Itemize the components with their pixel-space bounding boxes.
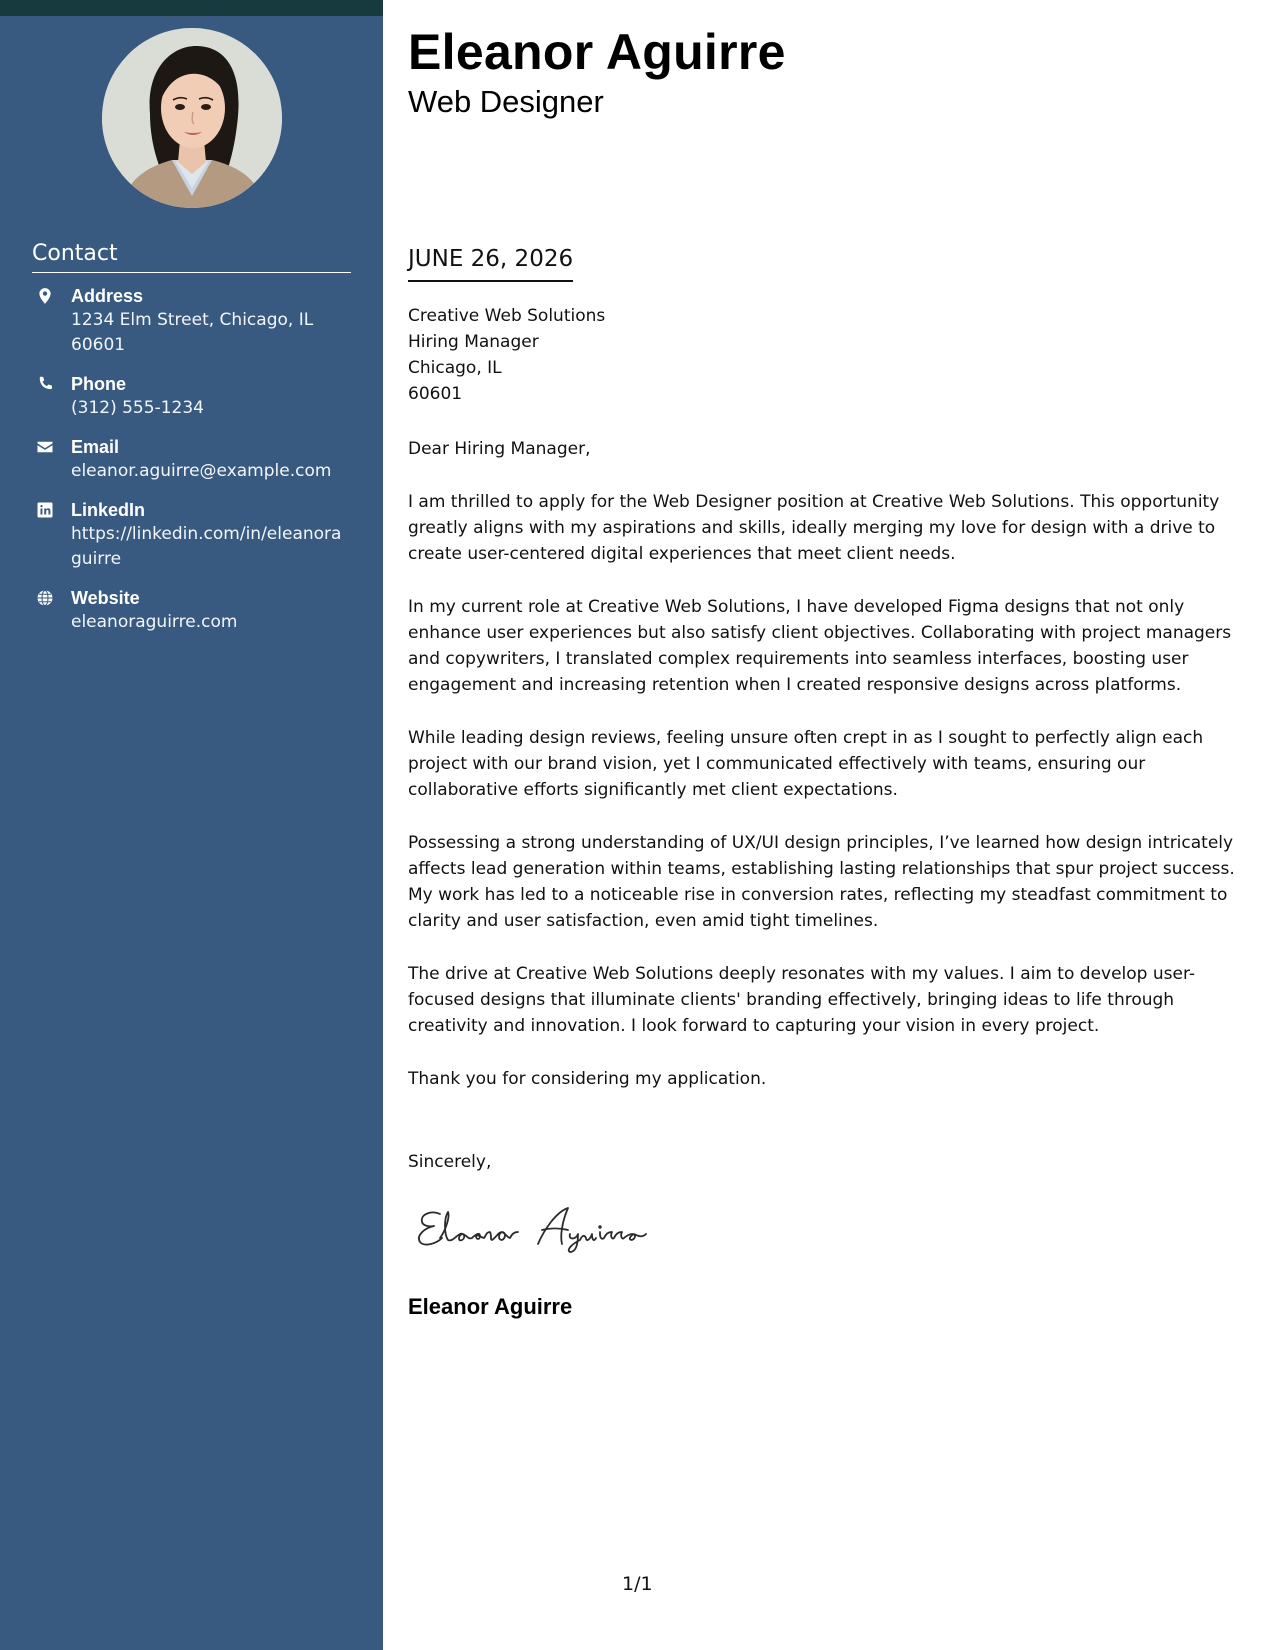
linkedin-value[interactable]: https://linkedin.com/in/eleanoraguirre — [71, 524, 342, 569]
phone-value: (312) 555-1234 — [71, 398, 204, 418]
body-paragraph: While leading design reviews, feeling unsure often crept in as I sought to perfectly align each project with our brand vision, yet I communicated effectively with teams, ensuring our collaborative efforts significantly met client expectations. — [408, 728, 1204, 800]
map-pin-icon — [36, 287, 54, 305]
body-paragraph: In my current role at Creative Web Solutions, I have developed Figma designs that not only enhance user experiences but also satisfy client objectives. Collaborating with project managers and copywriters, I translated complex requirements into seamless interfaces, boosting user engagement and increasing retention when I created responsive designs across platforms. — [408, 597, 1232, 695]
contact-item-linkedin — [32, 498, 352, 572]
email-value[interactable]: eleanor.aguirre@example.com — [71, 461, 332, 481]
address-value: 1234 Elm Street, Chicago, IL 60601 — [71, 310, 314, 355]
contact-item-website — [32, 586, 352, 635]
letter-body — [408, 489, 1253, 1119]
body-paragraph: Thank you for considering my application. — [408, 1069, 767, 1089]
body-paragraph: I am thrilled to apply for the Web Designer position at Creative Web Solutions. This opportunity greatly aligns with my aspirations and skills, ideally merging my love for design with a drive to create user-centered digital experiences that meet client needs. — [408, 492, 1220, 564]
greeting: Dear Hiring Manager, — [408, 439, 591, 459]
contact-item-phone — [32, 372, 352, 421]
contact-section-heading: Contact — [32, 240, 351, 273]
closing: Sincerely, — [408, 1152, 492, 1172]
job-title: Web Designer — [408, 84, 604, 119]
contact-label: Website — [71, 588, 140, 608]
handwritten-signature — [410, 1200, 680, 1256]
letter-date: JUNE 26, 2026 — [408, 244, 573, 282]
recipient-company: Creative Web Solutions — [408, 306, 606, 326]
signature-scribble — [410, 1200, 680, 1256]
recipient-block — [408, 303, 1253, 407]
letter-main — [408, 0, 1253, 1650]
avatar — [102, 28, 282, 208]
applicant-name-heading: Eleanor Aguirre — [408, 24, 786, 80]
contact-label: Phone — [71, 374, 127, 394]
avatar-portrait-illustration — [102, 28, 282, 208]
contact-label: Address — [71, 286, 144, 306]
recipient-city: Chicago, IL — [408, 358, 502, 378]
contact-item-email — [32, 435, 352, 484]
recipient-zip: 60601 — [408, 384, 463, 404]
envelope-icon — [36, 438, 54, 456]
body-paragraph: Possessing a strong understanding of UX/UI design principles, I’ve learned how design intricately affects lead generation within teams, establishing lasting relationships that spur project success. My work has led to a noticeable rise in conversion rates, reflecting my steadfast commitment to clarity and user satisfaction, even amid tight timelines. — [408, 833, 1235, 931]
contact-item-address — [32, 284, 352, 358]
contact-label: Email — [71, 437, 120, 457]
contact-label: LinkedIn — [71, 500, 146, 520]
contact-list — [32, 284, 352, 649]
recipient-title: Hiring Manager — [408, 332, 539, 352]
phone-icon — [36, 375, 54, 393]
sidebar-top-accent-bar — [0, 0, 383, 16]
website-value[interactable]: eleanoraguirre.com — [71, 612, 238, 632]
signer-name: Eleanor Aguirre — [408, 1294, 573, 1319]
body-paragraph: The drive at Creative Web Solutions deeply resonates with my values. I aim to develop user-focused designs that illuminate clients' branding effectively, bringing ideas to life through creativity and innovation. I look forward to capturing your vision in every project. — [408, 964, 1195, 1036]
page-number: 1/1 — [622, 1573, 653, 1595]
globe-icon — [36, 589, 54, 607]
linkedin-icon — [36, 501, 54, 519]
sidebar — [0, 0, 383, 1650]
